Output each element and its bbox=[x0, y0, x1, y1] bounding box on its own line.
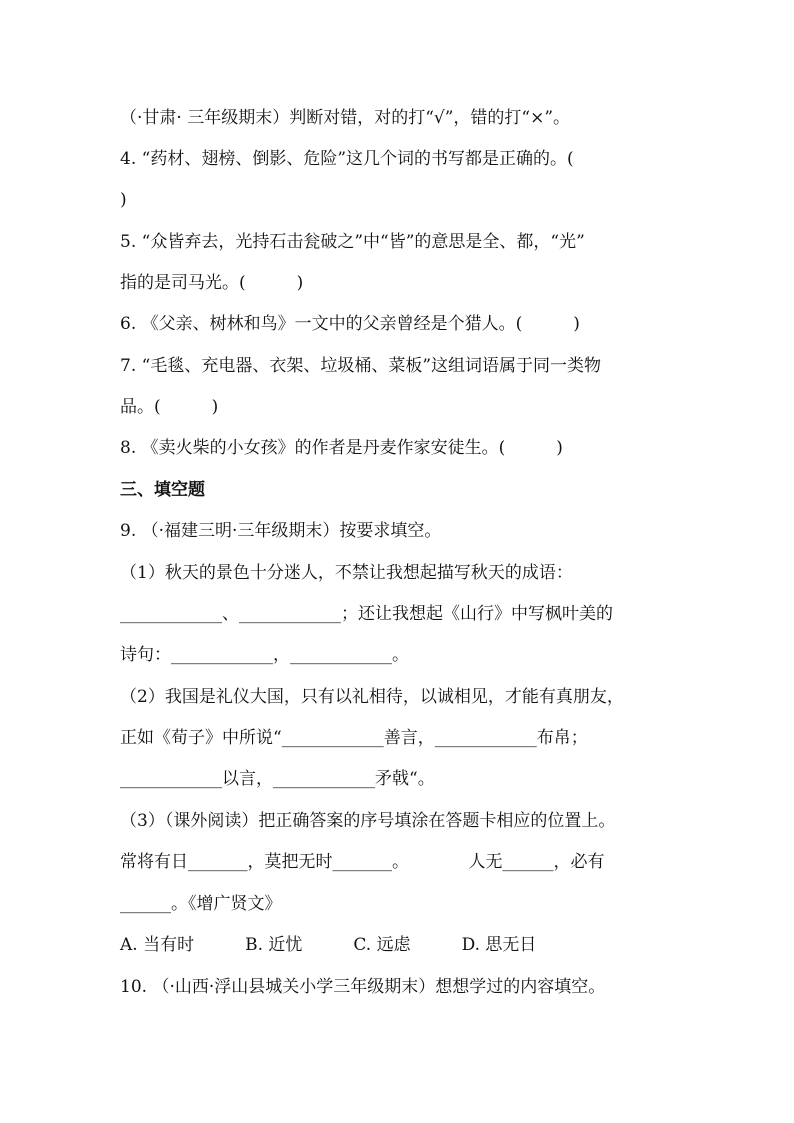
part-3-line-2: 常将有日_______，莫把无时_______。 人无______，必有 bbox=[120, 852, 605, 872]
part-1-line-2: ____________、____________；还让我想起《山行》中写枫叶美的 bbox=[120, 604, 613, 624]
part-2-line-3: ____________以言，____________矛戟“。 bbox=[120, 769, 435, 789]
question-4-line-1: 4. “药材、翅榜、倒影、危险”这几个词的书写都是正确的。( bbox=[120, 149, 574, 169]
question-4-line-2: ) bbox=[120, 190, 127, 210]
question-8: 8. 《卖火柴的小女孩》的作者是丹麦作家安徒生。( ) bbox=[120, 438, 563, 458]
question-6: 6. 《父亲、树林和鸟》一文中的父亲曾经是个猎人。( ) bbox=[120, 314, 580, 334]
question-5-line-1: 5. “众皆弃去，光持石击瓮破之”中“皆”的意思是全、都，“光” bbox=[120, 232, 585, 252]
question-10: 10. （·山西·浮山县城关小学三年级期末）想想学过的内容填空。 bbox=[120, 977, 606, 997]
part-2-line-1: （2）我国是礼仪大国，只有以礼相待，以诚相见，才能有真朋友， bbox=[120, 687, 624, 707]
part-2-line-2: 正如《荀子》中所说“____________善言，____________布帛； bbox=[120, 728, 588, 748]
part-1-line-3: 诗句：____________，____________。 bbox=[120, 645, 409, 665]
section-3-heading: 三、填空题 bbox=[120, 480, 205, 500]
question-7-line-1: 7. “毛毯、充电器、衣架、垃圾桶、菜板”这组词语属于同一类物 bbox=[120, 356, 602, 376]
question-5-line-2: 指的是司马光。( ) bbox=[120, 273, 304, 293]
question-9-title: 9. （·福建三明·三年级期末）按要求填空。 bbox=[120, 521, 442, 541]
question-7-line-2: 品。( ) bbox=[120, 397, 219, 417]
part-1-line-1: （1）秋天的景色十分迷人，不禁让我想起描写秋天的成语： bbox=[120, 563, 573, 583]
part-3-line-1: （3）（课外阅读）把正确答案的序号填涂在答题卡相应的位置上。 bbox=[120, 811, 616, 831]
judge-instruction: （·甘肃· 三年级期末）判断对错，对的打“√”，错的打“×”。 bbox=[120, 108, 571, 128]
answer-options: A. 当有时 B. 近忧 C. 远虑 D. 思无日 bbox=[120, 935, 537, 955]
part-3-line-3: ______。《增广贤文》 bbox=[120, 894, 282, 914]
